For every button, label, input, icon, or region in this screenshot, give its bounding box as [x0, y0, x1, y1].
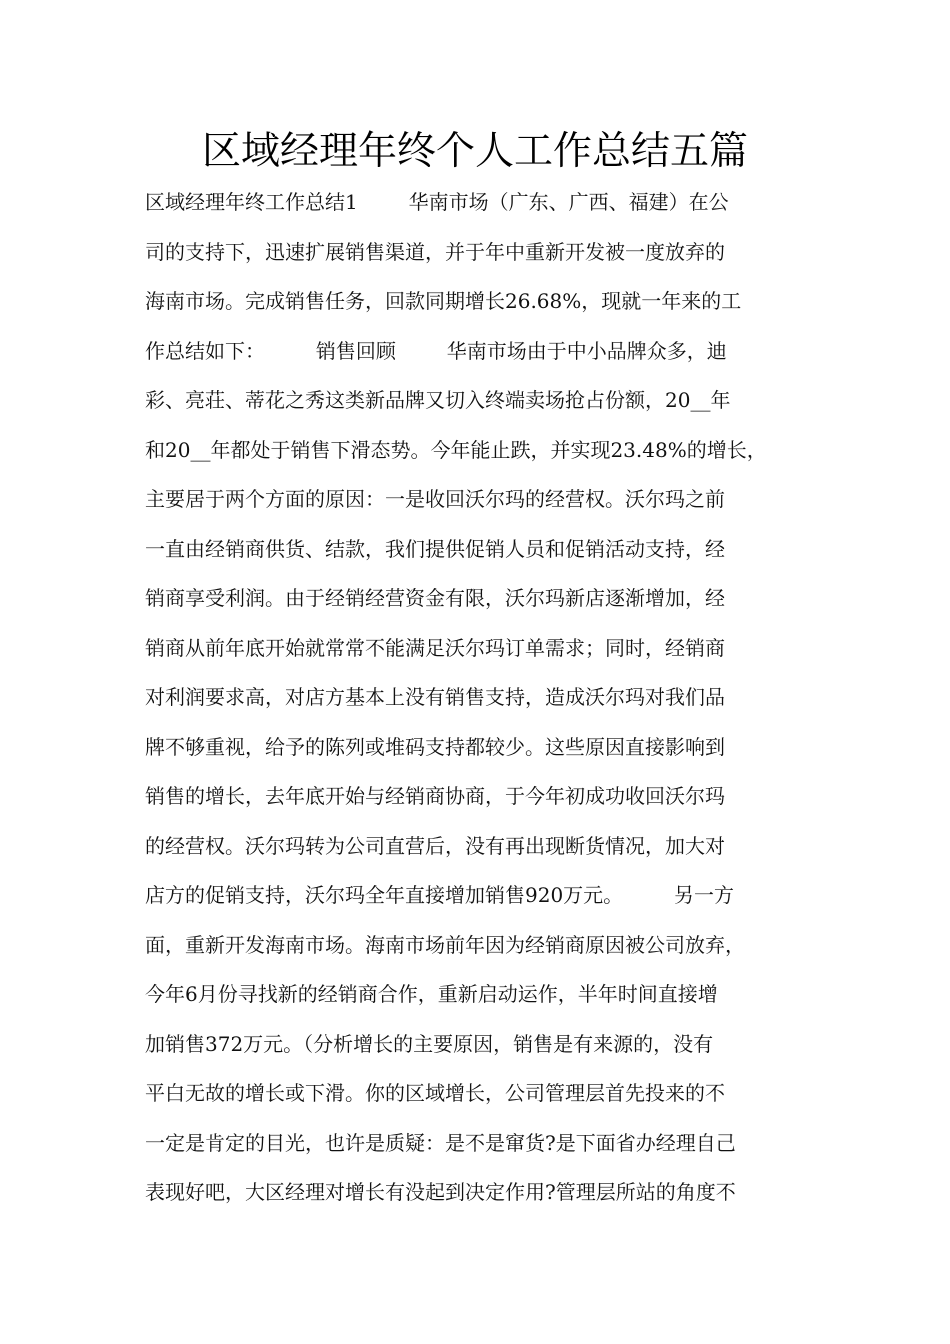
body-line: 平白无故的增长或下滑。你的区域增长，公司管理层首先投来的不 [145, 1081, 725, 1105]
document-title: 区域经理年终个人工作总结五篇 [201, 129, 748, 174]
body-line: 牌不够重视，给予的陈列或堆码支持都较少。这些原因直接影响到 [145, 734, 725, 759]
body-line: 表现好吧，大区经理对增长有没起到决定作用?管理层所站的角度不 [145, 1180, 736, 1204]
body-line: 和20__年都处于销售下滑态势。今年能止跌，并实现23.48%的增长， [145, 437, 767, 462]
body-line: 海南市场。完成销售任务，回款同期增长26.68%，现就一年来的工 [145, 289, 742, 313]
body-line: 加销售372万元。（分析增长的主要原因，销售是有来源的，没有 [145, 1031, 714, 1056]
body-line: 主要居于两个方面的原因：一是收回沃尔玛的经营权。沃尔玛之前 [145, 487, 725, 511]
body-line: 对利润要求高，对店方基本上没有销售支持，造成沃尔玛对我们品 [145, 685, 725, 709]
body-line: 面，重新开发海南市场。海南市场前年因为经销商原因被公司放弃， [145, 932, 745, 957]
document-body [145, 178, 815, 1218]
body-line: 销售的增长，去年底开始与经销商协商，于今年初成功收回沃尔玛 [145, 784, 725, 808]
body-line: 店方的促销支持，沃尔玛全年直接增加销售920万元。 另一方 [145, 883, 735, 907]
body-line: 的经营权。沃尔玛转为公司直营后，没有再出现断货情况，加大对 [145, 833, 725, 858]
body-line: 一定是肯定的目光，也许是质疑：是不是窜货?是下面省办经理自己 [145, 1130, 736, 1155]
body-line: 司的支持下，迅速扩展销售渠道，并于年中重新开发被一度放弃的 [145, 239, 725, 264]
body-line: 一直由经销商供货、结款，我们提供促销人员和促销活动支持，经 [145, 536, 725, 561]
body-line: 今年6月份寻找新的经销商合作，重新启动运作，半年时间直接增 [145, 982, 718, 1006]
body-line: 彩、亮荘、蒂花之秀这类新品牌又切入终端卖场抢占份额，20__年 [145, 388, 731, 412]
body-line: 区域经理年终工作总结1 华南市场（广东、广西、福建）在公 [145, 190, 729, 214]
body-line: 销商享受利润。由于经销经营资金有限，沃尔玛新店逐渐增加，经 [145, 586, 725, 610]
body-line: 作总结如下： 销售回顾 华南市场由于中小品牌众多，迪 [145, 338, 727, 363]
body-line: 销商从前年底开始就常常不能满足沃尔玛订单需求；同时，经销商 [145, 635, 725, 660]
